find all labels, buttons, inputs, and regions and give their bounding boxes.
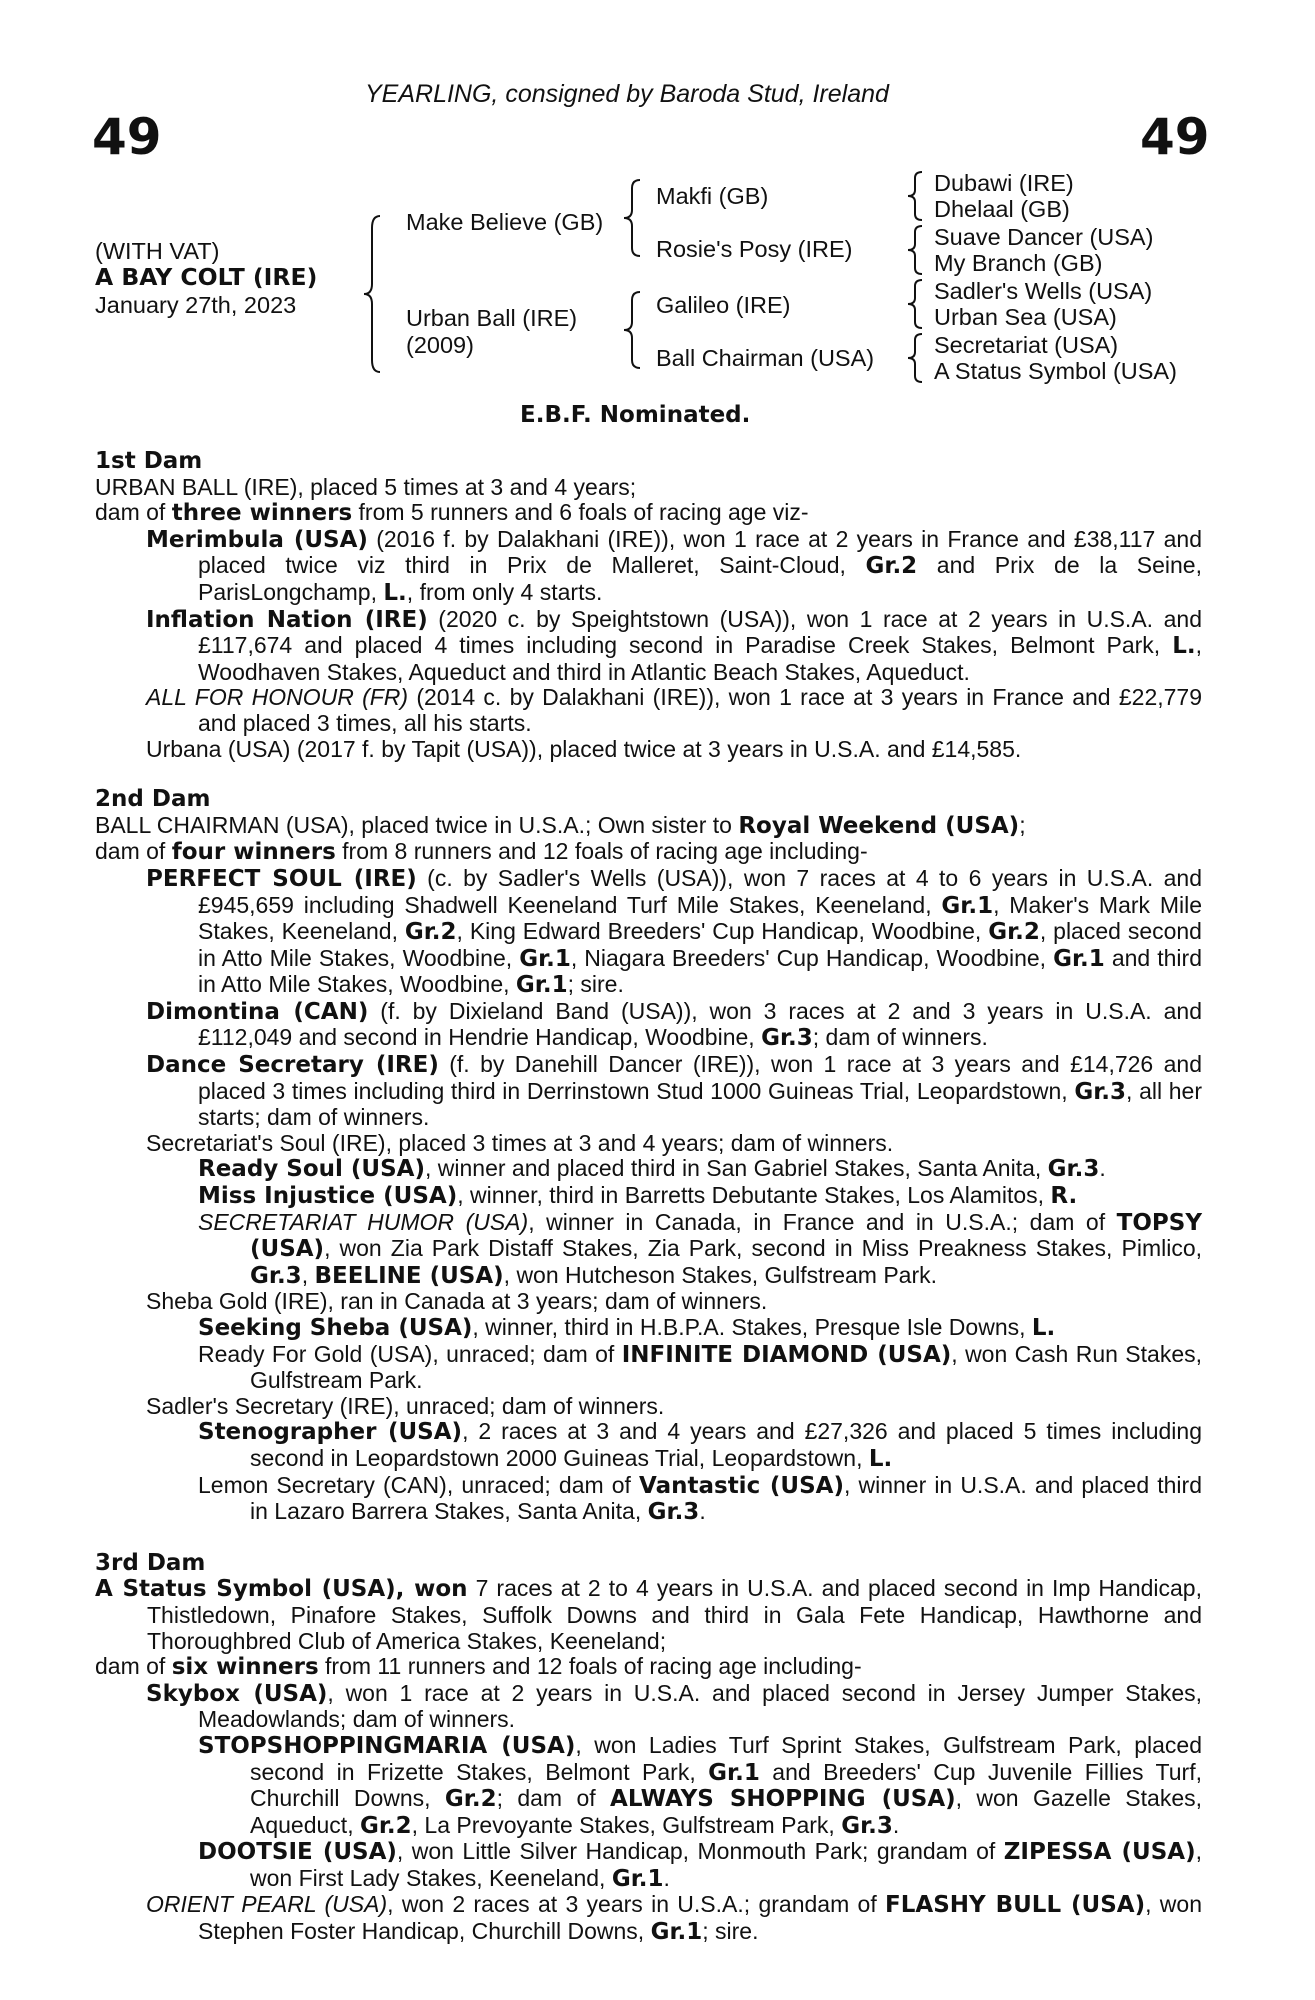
progeny-entry: Merimbula (USA) (2016 f. by Dalakhani (IRE)), won 1 race at 2 years in France and £38,117 and placed twice viz third in Prix de Malleret, Saint-Cloud, Gr.2 and Prix de la Seine, ParisLongchamp, L., from only 4 starts. [146, 525, 1203, 606]
foaling-date: January 27th, 2023 [95, 292, 297, 318]
progeny-entry: Ready Soul (USA), winner and placed third in San Gabriel Stakes, Santa Anita, Gr.3. [198, 1155, 1106, 1183]
pedigree-brace-6 [906, 278, 928, 330]
sire-name: Make Believe (GB) [406, 209, 604, 235]
pedigree-brace-2 [622, 178, 648, 258]
first-dam-summary: dam of three winners from 5 runners and 6 foals of racing age viz- [95, 499, 809, 527]
sire-sire: Makfi (GB) [656, 183, 769, 209]
dam-sire: Galileo (IRE) [656, 292, 791, 318]
progeny-entry: ORIENT PEARL (USA), won 2 races at 3 years in U.S.A.; grandam of FLASHY BULL (USA), won Stephen Foster Handicap, Churchill Downs, Gr.1; sire. [146, 1891, 1202, 1946]
progeny-entry: Urbana (USA) (2017 f. by Tapit (USA)), placed twice at 3 years in U.S.A. and £14,585. [146, 735, 1022, 762]
progeny-entry: Seeking Sheba (USA), winner, third in H.B.P.A. Stakes, Presque Isle Downs, L. [198, 1314, 1056, 1341]
dam-dam: Ball Chairman (USA) [656, 345, 875, 371]
sire-dam: Rosie's Posy (IRE) [656, 236, 853, 262]
dss: Sadler's Wells (USA) [934, 278, 1153, 304]
pedigree-brace-5 [906, 224, 928, 276]
first-dam-line: URBAN BALL (IRE), placed 5 times at 3 and 4 years; [95, 473, 637, 500]
catalogue-body [95, 449, 1202, 1946]
lot-name: A BAY COLT (IRE) [95, 263, 318, 291]
pedigree-brace-1 [362, 214, 390, 374]
progeny-entry: DOOTSIE (USA), won Little Silver Handicap, Monmouth Park; grandam of ZIPESSA (USA), won First Lady Stakes, Keeneland, Gr.1. [198, 1838, 1203, 1892]
ssd: Dhelaal (GB) [934, 196, 1070, 222]
ebf-nominated: E.B.F. Nominated. [520, 402, 751, 428]
progeny-entry: ALL FOR HONOUR (FR) (2014 c. by Dalakhani (IRE)), won 1 race at 3 years in France and £22,779 and placed 3 times, all his starts. [146, 684, 1202, 736]
third-dam-heading: 3rd Dam [95, 1549, 206, 1576]
progeny-entry: PERFECT SOUL (IRE) (c. by Sadler's Wells (USA)), won 7 races at 4 to 6 years in U.S.A. and £945,659 including Shadwell Keeneland Turf Mile Stakes, Keeneland, Gr.1, Maker's Mark Mile Stakes, Keeneland, Gr.2, King Edward Breeders' Cup Handicap, Woodbine, Gr.2, placed second in Atto Mile Stakes, Woodbine, Gr.1, Niagara Breeders' Cup Handicap, Woodbine, Gr.1 and third in Atto Mile Stakes, Woodbine, Gr.1; sire. [146, 864, 1203, 999]
progeny-entry: Skybox (USA), won 1 race at 2 years in U.S.A. and placed second in Jersey Jumper Stakes, Meadowlands; dam of winners. [146, 1679, 1202, 1733]
progeny-entry: STOPSHOPPINGMARIA (USA), won Ladies Turf Sprint Stakes, Gulfstream Park, placed second in Frizette Stakes, Belmont Park, Gr.1 and Breeders' Cup Juvenile Fillies Turf, Churchill Downs, Gr.2; dam of ALWAYS SHOPPING (USA), won Gazelle Stakes, Aqueduct, Gr.2, La Prevoyante Stakes, Gulfstream Park, Gr.3. [198, 1731, 1203, 1839]
progeny-entry: Lemon Secretary (CAN), unraced; dam of Vantastic (USA), winner in U.S.A. and placed third in Lazaro Barrera Stakes, Santa Anita, Gr.3. [198, 1471, 1202, 1526]
sds: Suave Dancer (USA) [934, 224, 1154, 250]
dsd: Urban Sea (USA) [934, 304, 1117, 330]
lot-number-right: 49 [1140, 108, 1210, 166]
third-dam-summary: dam of six winners from 11 runners and 12 foals of racing age including- [95, 1653, 862, 1681]
pedigree-brace-3 [622, 290, 648, 370]
second-dam-heading: 2nd Dam [95, 786, 211, 813]
third-dam-line: A Status Symbol (USA), won 7 races at 2 to 4 years in U.S.A. and placed second in Imp Handicap, Thistledown, Pinafore Stakes, Suffolk Downs and third in Gala Fete Handicap, Hawthorne and Thoroughbred Club of America Stakes, Keeneland; [95, 1575, 1202, 1654]
pedigree-brace-4 [906, 170, 928, 222]
first-dam-heading: 1st Dam [95, 448, 203, 474]
progeny-entry: Dimontina (CAN) (f. by Dixieland Band (USA)), won 3 races at 2 and 3 years in U.S.A. and £112,049 and second in Hendrie Handicap, Woodbine, Gr.3; dam of winners. [146, 997, 1202, 1052]
dam-name: Urban Ball (IRE) [406, 305, 578, 331]
progeny-entry: Inflation Nation (IRE) (2020 c. by Speightstown (USA)), won 1 race at 2 years in U.S.A. and £117,674 and placed 4 times including second in Paradise Creek Stakes, Belmont Park, L., Woodhaven Stakes, Aqueduct and third in Atlantic Beach Stakes, Aqueduct. [146, 605, 1202, 685]
sdd: My Branch (GB) [934, 250, 1103, 276]
page-header: YEARLING, consigned by Baroda Stud, Ireland [365, 80, 889, 108]
dam-year: (2009) [406, 332, 474, 358]
progeny-entry: SECRETARIAT HUMOR (USA), winner in Canada, in France and in U.S.A.; dam of TOPSY (USA), won Zia Park Distaff Stakes, Zia Park, second in Miss Preakness Stakes, Pimlico, Gr.3, BEELINE (USA), won Hutcheson Stakes, Gulfstream Park. [198, 1208, 1202, 1289]
lot-number-left: 49 [92, 108, 162, 166]
vat-note: (WITH VAT) [95, 238, 220, 264]
second-dam-line: BALL CHAIRMAN (USA), placed twice in U.S.A.; Own sister to Royal Weekend (USA); [95, 811, 1026, 839]
progeny-entry: Secretariat's Soul (IRE), placed 3 times at 3 and 4 years; dam of winners. [146, 1129, 894, 1156]
pedigree-brace-7 [906, 332, 928, 384]
second-dam-summary: dam of four winners from 8 runners and 12 foals of racing age including- [95, 838, 868, 866]
progeny-entry: Sheba Gold (IRE), ran in Canada at 3 years; dam of winners. [146, 1288, 768, 1315]
progeny-entry: Dance Secretary (IRE) (f. by Danehill Dancer (IRE)), won 1 race at 3 years and £14,726 and placed 3 times including third in Derrinstown Stud 1000 Guineas Trial, Leopardstown, Gr.3, all her starts; dam of winners. [146, 1051, 1203, 1131]
ddd: A Status Symbol (USA) [934, 358, 1177, 384]
progeny-entry: Sadler's Secretary (IRE), unraced; dam of winners. [146, 1392, 665, 1419]
dds: Secretariat (USA) [934, 332, 1119, 358]
progeny-entry: Miss Injustice (USA), winner, third in Barretts Debutante Stakes, Los Alamitos, R. [198, 1182, 1078, 1210]
progeny-entry: Ready For Gold (USA), unraced; dam of INFINITE DIAMOND (USA), won Cash Run Stakes, Gulfstream Park. [198, 1340, 1203, 1394]
progeny-entry: Stenographer (USA), 2 races at 3 and 4 years and £27,326 and placed 5 times including second in Leopardstown 2000 Guineas Trial, Leopardstown, L. [198, 1418, 1203, 1472]
sss: Dubawi (IRE) [934, 170, 1074, 196]
